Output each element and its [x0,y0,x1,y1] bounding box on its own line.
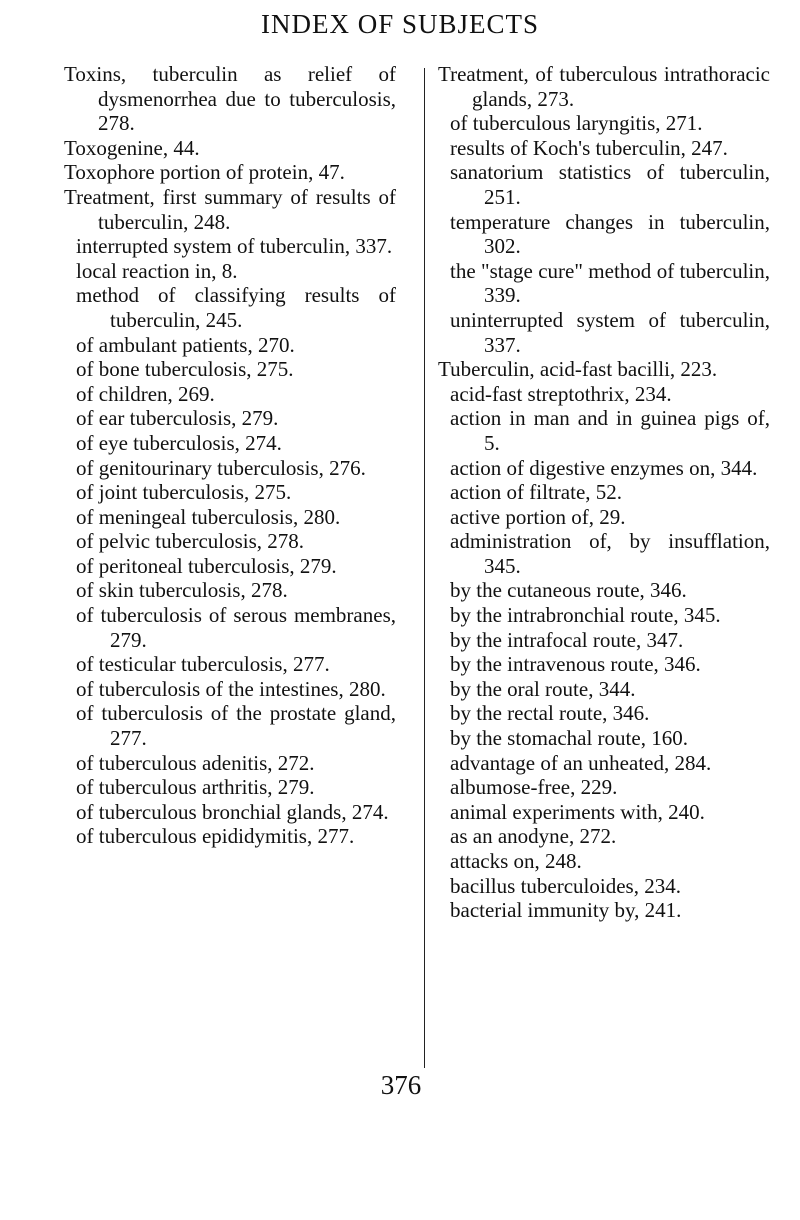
column-divider [424,68,425,1068]
index-subentry: action of digestive enzymes on, 344. [450,455,758,480]
index-subentry: action of filtrate, 52. [450,480,623,505]
index-subentry: of meningeal tuberculosis, 280. [76,504,341,529]
index-subentry: method of classifying results of tuberculin, 245. [76,283,396,332]
index-subentry: of ear tuberculosis, 279. [76,406,279,431]
index-subentry: albumose-free, 229. [450,775,618,800]
index-subentry: of ambulant patients, 270. [76,332,295,357]
index-subentry: active portion of, 29. [450,504,626,529]
index-subentry: of bone tuberculosis, 275. [76,357,294,382]
index-subentry: temperature changes in tuberculin, 302. [450,209,770,259]
index-column-right [438,62,770,923]
index-subentry: of pelvic tuberculosis, 278. [76,529,305,554]
index-entry: Toxins, tuberculin as relief of dysmenorrhea due to tuberculosis, 278. [64,62,396,136]
index-entry: Tuberculin, acid-fast bacilli, 223. [438,357,718,382]
index-subentry: as an anodyne, 272. [450,824,617,849]
index-subentry: sanatorium statistics of tuberculin, 251. [450,160,770,209]
index-subentry: action in man and in guinea pigs of, 5. [450,406,770,455]
index-entry: Toxogenine, 44. [64,135,200,160]
index-entry: Treatment, of tuberculous intrathoracic glands, 273. [438,62,770,111]
index-subentry: by the cutaneous route, 346. [450,578,687,603]
index-subentry: of skin tuberculosis, 278. [76,578,288,603]
index-subentry: of tuberculous bronchial glands, 274. [76,799,389,824]
page-header: INDEX OF SUBJECTS [260,9,540,39]
index-subentry: of tuberculous arthritis, 279. [76,775,315,800]
index-subentry: the "stage cure" method of tuberculin, 339. [450,258,770,308]
index-subentry: of tuberculous laryngitis, 271. [450,111,703,136]
index-subentry: interrupted system of tuberculin, 337. [76,234,393,259]
index-subentry: of tuberculosis of the intestines, 280. [76,676,386,701]
index-subentry: of tuberculous adenitis, 272. [76,750,315,775]
index-subentry: bacillus tuberculoides, 234. [450,873,681,898]
index-subentry: advantage of an unheated, 284. [450,750,712,775]
index-subentry: local reaction in, 8. [76,258,238,283]
index-subentry: by the stomachal route, 160. [450,726,688,751]
index-column-left [64,62,396,849]
index-subentry: administration of, by insufflation, 345. [450,529,770,578]
index-subentry: results of Koch's tuberculin, 247. [450,135,728,160]
index-subentry: by the oral route, 344. [450,676,636,701]
index-subentry: uninterrupted system of tuberculin, 337. [450,307,770,357]
page-number: 376 [380,1070,422,1100]
index-subentry: of tuberculous epididymitis, 277. [76,824,355,849]
index-subentry: by the intrafocal route, 347. [450,627,684,652]
index-subentry: animal experiments with, 240. [450,799,705,824]
index-subentry: of tuberculosis of the prostate gland, 277. [76,701,396,751]
index-subentry: of genitourinary tuberculosis, 276. [76,455,366,480]
index-subentry: acid-fast streptothrix, 234. [450,381,672,406]
index-subentry: of tuberculosis of serous membranes, 279. [76,603,396,652]
index-entry: Toxophore portion of protein, 47. [64,160,345,185]
index-entry: Treatment, first summary of results of tuberculin, 248. [64,184,396,234]
index-subentry: by the rectal route, 346. [450,701,650,726]
index-subentry: of children, 269. [76,381,215,406]
index-subentry: attacks on, 248. [450,849,582,873]
index-subentry: by the intrabronchial route, 345. [450,603,721,628]
index-subentry: of joint tuberculosis, 275. [76,480,292,505]
index-subentry: of testicular tuberculosis, 277. [76,652,330,677]
index-subentry: by the intravenous route, 346. [450,652,701,677]
index-subentry: bacterial immunity by, 241. [450,898,682,923]
index-subentry: of eye tuberculosis, 274. [76,430,282,455]
index-subentry: of peritoneal tuberculosis, 279. [76,553,337,578]
